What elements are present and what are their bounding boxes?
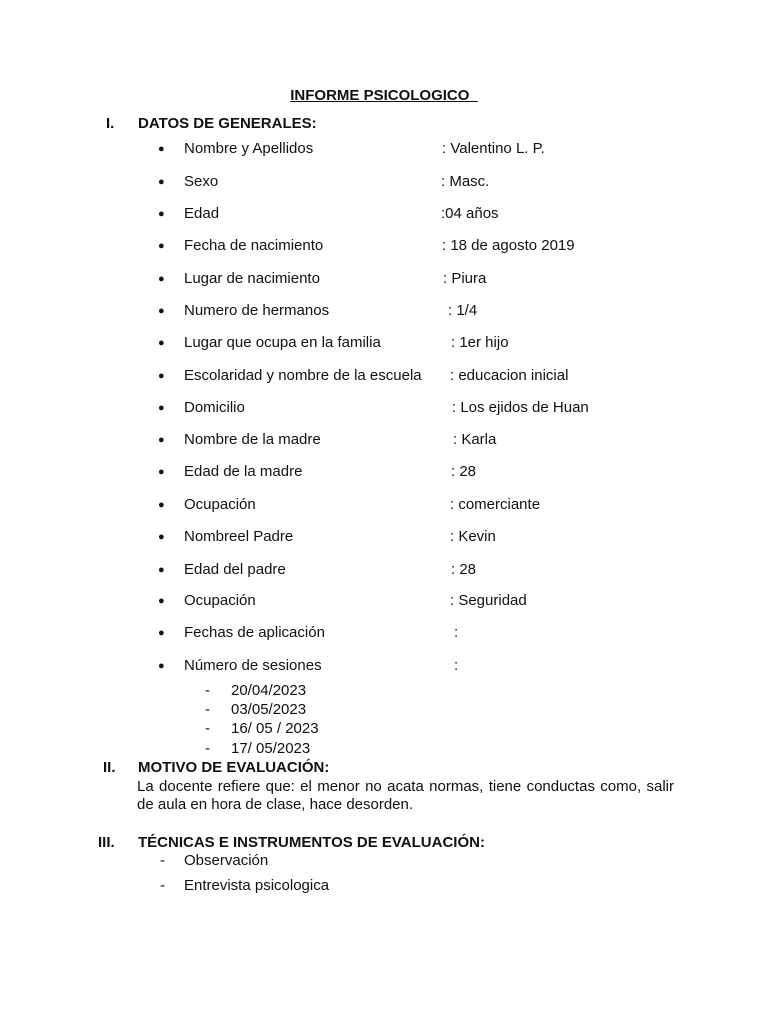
field-label: Ocupación	[184, 592, 256, 609]
section-3-title: TÉCNICAS E INSTRUMENTOS DE EVALUACIÓN:	[138, 834, 485, 851]
field-label: Ocupación	[184, 496, 256, 513]
field-label: Número de sesiones	[184, 657, 322, 674]
section-2-title: MOTIVO DE EVALUACIÓN:	[138, 759, 330, 776]
field-label: Nombreel Padre	[184, 528, 294, 545]
section-2-number: II.	[103, 759, 116, 776]
field-value: :04 años	[441, 205, 499, 222]
field-label: Numero de hermanos	[184, 302, 330, 319]
session-date-text: 20/04/2023	[231, 682, 307, 699]
dash-icon: -	[205, 720, 210, 737]
field-value: : Los ejidos de Huan	[452, 399, 589, 416]
dash-icon: -	[205, 740, 210, 757]
dash-icon: -	[205, 701, 210, 718]
field-label: Domicilio	[184, 399, 245, 416]
field-value: : educacion inicial	[450, 367, 569, 384]
session-date-text: 17/ 05/2023	[231, 740, 311, 757]
technique-text: Observación	[184, 852, 269, 869]
field-value: : 28	[451, 561, 477, 578]
field-value: : 1/4	[448, 302, 478, 319]
field-label: Edad del padre	[184, 561, 286, 578]
bullet-icon: ●	[158, 273, 165, 285]
field-label: Nombre y Apellidos	[184, 140, 314, 157]
field-value: :	[454, 657, 459, 674]
dash-icon: -	[160, 852, 165, 869]
field-value: : Masc.	[441, 173, 490, 190]
field-value: : Piura	[443, 270, 487, 287]
field-value: : 1er hijo	[451, 334, 509, 351]
bullet-icon: ●	[158, 466, 165, 478]
section-1-title: DATOS DE GENERALES:	[138, 115, 317, 132]
report-title: INFORME PSICOLOGICO	[290, 87, 478, 104]
field-label: Sexo	[184, 173, 219, 190]
bullet-icon: ●	[158, 627, 165, 639]
field-value: :	[454, 624, 459, 641]
field-value: : 28	[451, 463, 477, 480]
bullet-icon: ●	[158, 240, 165, 252]
bullet-icon: ●	[158, 305, 165, 317]
dash-icon: -	[205, 682, 210, 699]
field-value: : Valentino L. P.	[442, 140, 545, 157]
bullet-icon: ●	[158, 499, 165, 511]
field-label: Edad de la madre	[184, 463, 303, 480]
dash-icon: -	[160, 877, 165, 894]
field-label: Lugar de nacimiento	[184, 270, 320, 287]
field-label: Edad	[184, 205, 220, 222]
section-3-number: III.	[98, 834, 115, 851]
bullet-icon: ●	[158, 660, 165, 672]
field-label: Nombre de la madre	[184, 431, 321, 448]
section-1-number: I.	[106, 115, 115, 132]
bullet-icon: ●	[158, 370, 165, 382]
session-date-text: 16/ 05 / 2023	[231, 720, 319, 737]
session-date-text: 03/05/2023	[231, 701, 307, 718]
field-value: : comerciante	[450, 496, 541, 513]
bullet-icon: ●	[158, 176, 165, 188]
field-value: : 18 de agosto 2019	[442, 237, 575, 254]
field-label: Fechas de aplicación	[184, 624, 325, 641]
field-value: : Seguridad	[450, 592, 527, 609]
bullet-icon: ●	[158, 564, 165, 576]
field-label: Escolaridad y nombre de la escuela	[184, 367, 422, 384]
field-label: Fecha de nacimiento	[184, 237, 324, 254]
bullet-icon: ●	[158, 402, 165, 414]
field-label: Lugar que ocupa en la familia	[184, 334, 381, 351]
bullet-icon: ●	[158, 208, 165, 220]
technique-text: Entrevista psicologica	[184, 877, 330, 894]
field-value: : Karla	[453, 431, 497, 448]
bullet-icon: ●	[158, 337, 165, 349]
bullet-icon: ●	[158, 531, 165, 543]
field-value: : Kevin	[450, 528, 496, 545]
evaluation-reason-paragraph: La docente refiere que: el menor no acata normas, tiene conductas como, salir de aula en hora de clase, hace desorden.	[137, 778, 674, 813]
bullet-icon: ●	[158, 595, 165, 607]
bullet-icon: ●	[158, 434, 165, 446]
bullet-icon: ●	[158, 143, 165, 155]
